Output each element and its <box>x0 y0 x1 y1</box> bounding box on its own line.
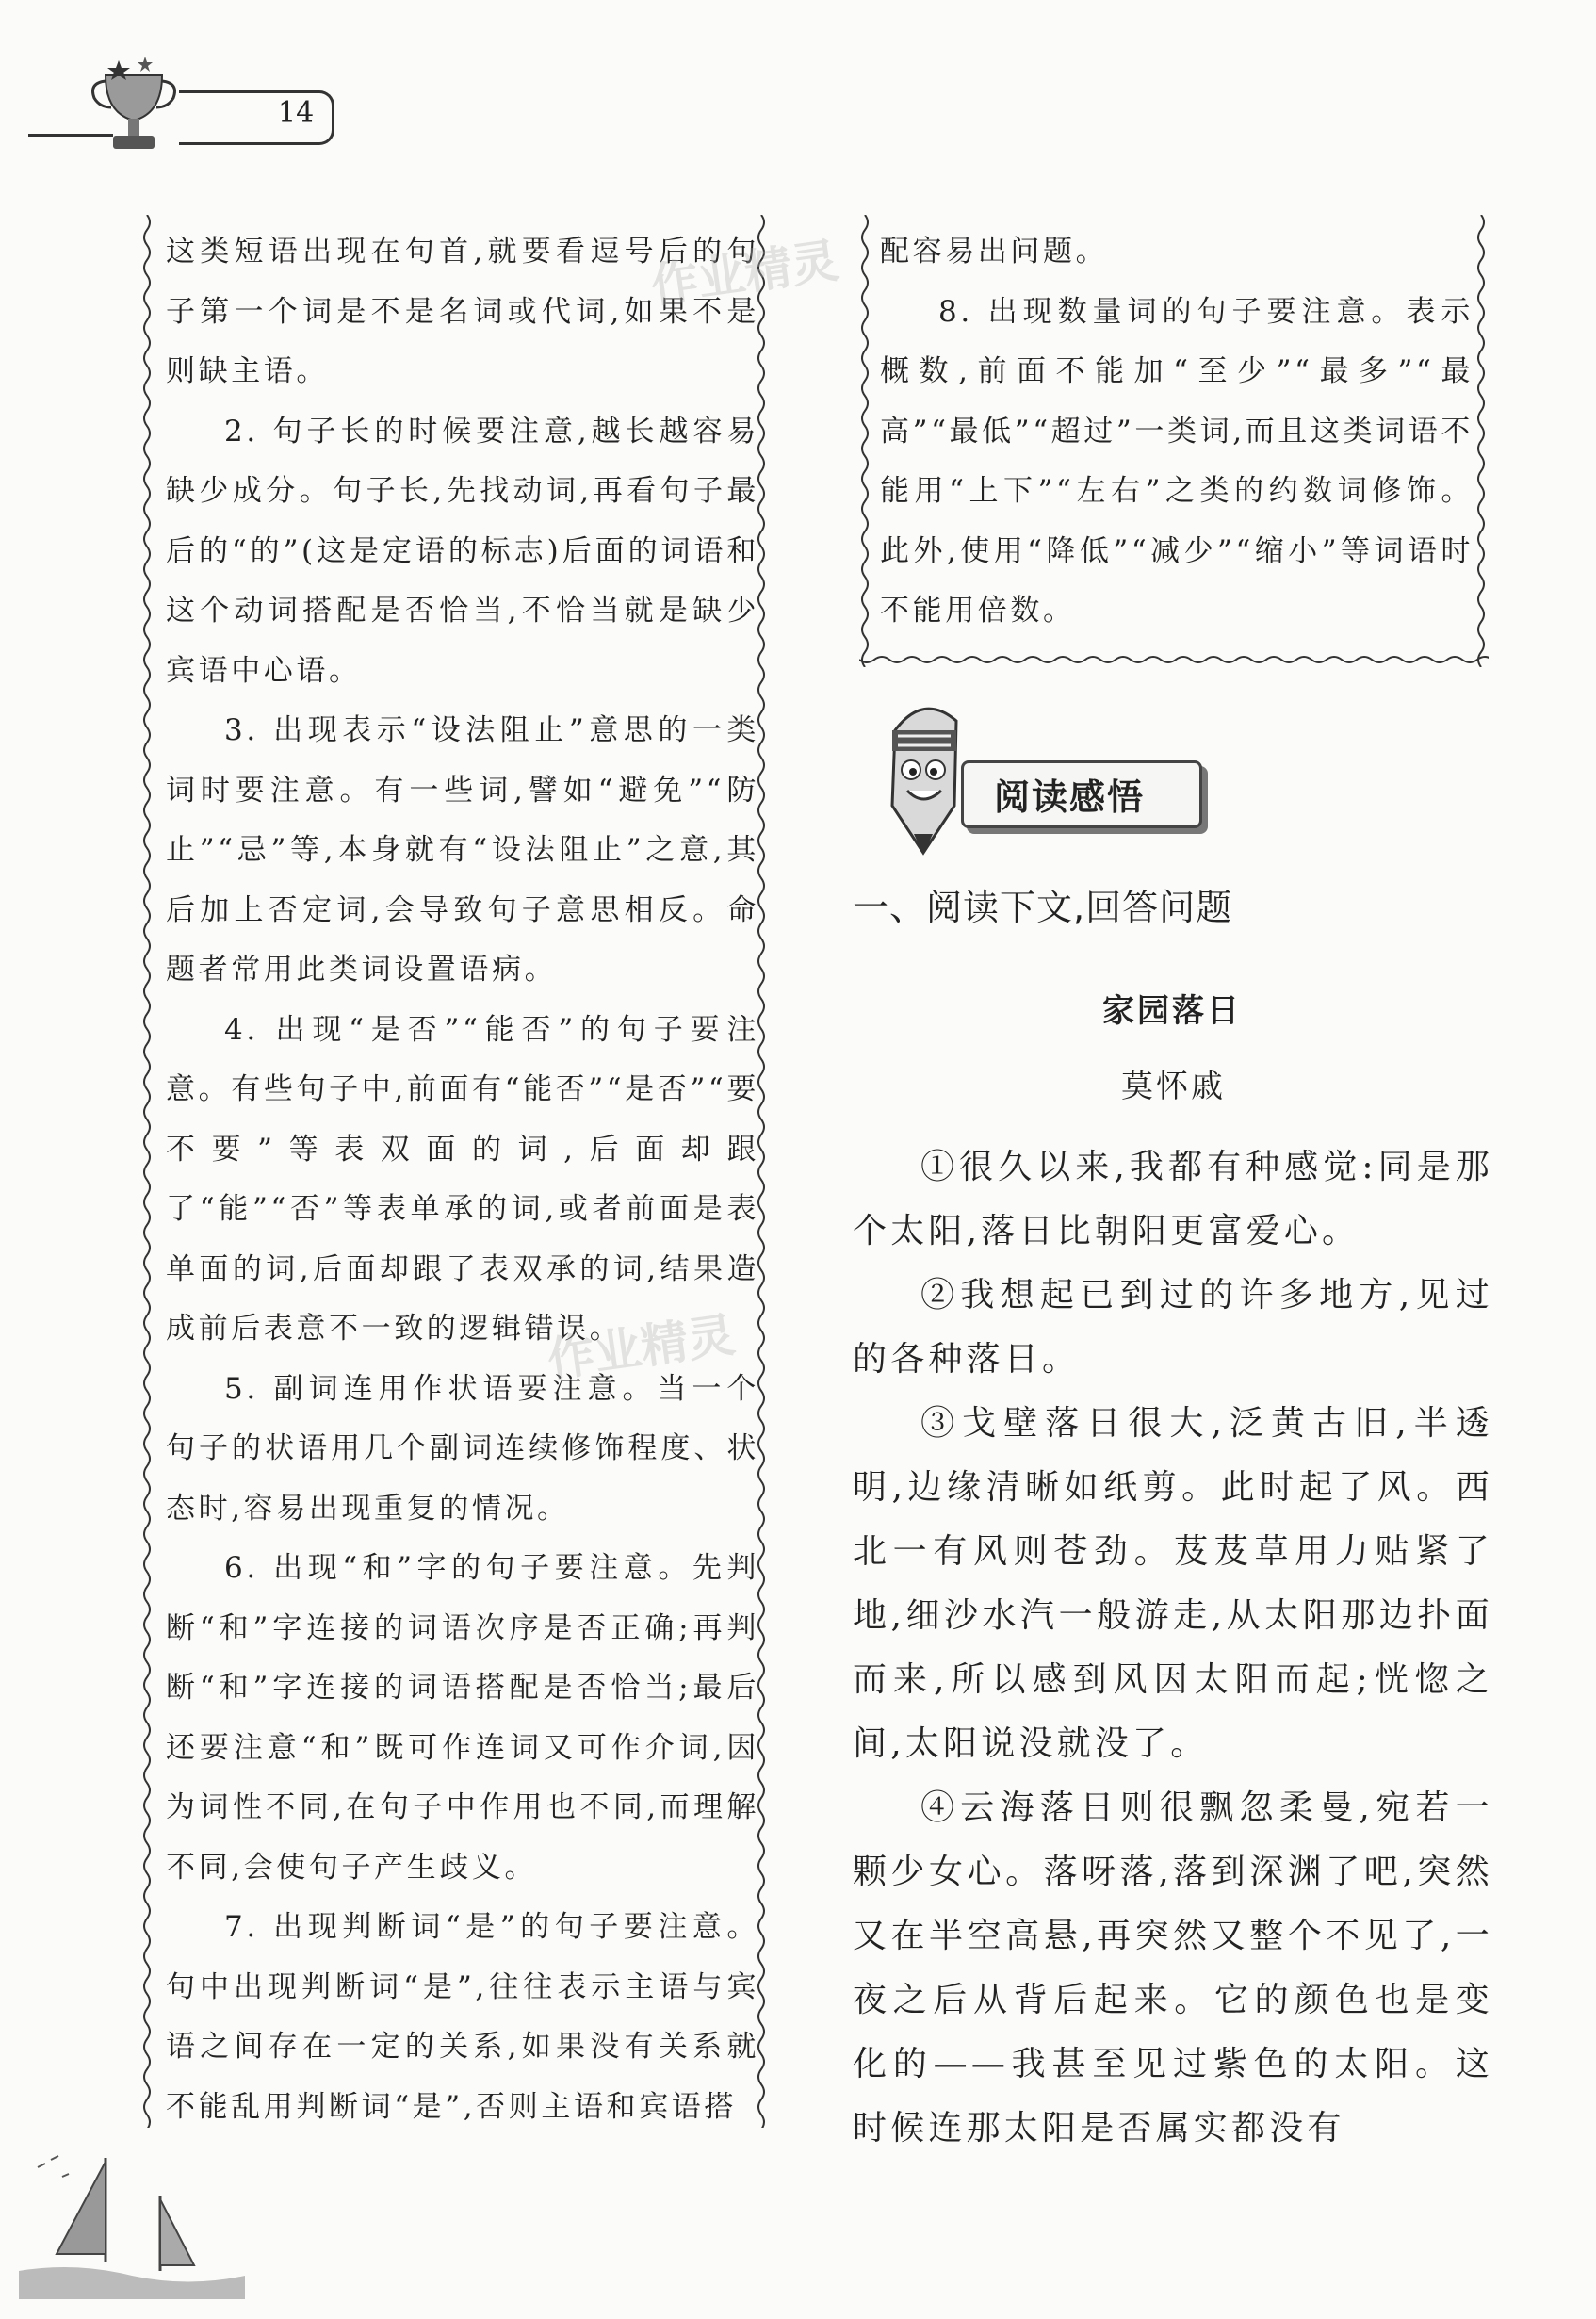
left-wavy-border <box>141 215 153 2128</box>
right-box-wavy-bottom <box>859 654 1489 665</box>
watermark: 作业精灵 <box>647 233 842 314</box>
section-title: 阅读感悟 <box>994 776 1146 818</box>
paragraph: 7. 出现判断词“是”的句子要注意。句中出现判断词“是”,往往表示主语与宾语之间存在一定的关系,如果没有关系就不能乱用判断词“是”,否则主语和宾语搭 <box>166 1910 759 2124</box>
article-paragraph: ④云海落日则很飘忽柔曼,宛若一颗少女心。落呀落,落到深渊了吧,突然又在半空高悬,再突然又整个不见了,一夜之后从背后起来。它的颜色也是变化的——我甚至见过紫色的太阳。这时候连那太阳是否属实都没有 <box>853 1788 1493 2148</box>
paragraph: 8. 出现数量词的句子要注意。表示概数,前面不能加“至少”“最多”“最高”“最低”“超过”一类词,而且这类词语不能用“上下”“左右”之类的约数词修饰。此外,使用“降低”“减少”“缩小”等词语时不能用倍数。 <box>880 294 1474 628</box>
article-paragraph: ①很久以来,我都有种感觉:同是那个太阳,落日比朝阳更富爱心。 <box>853 1148 1493 1250</box>
left-paragraphs <box>166 222 759 2137</box>
right-text-box <box>859 215 1489 667</box>
right-box-wavy-left <box>859 215 871 667</box>
question-title: 一、阅读下文,回答问题 <box>853 887 1233 928</box>
trophy-icon <box>77 57 190 160</box>
article-title: 家园落日 <box>1102 992 1242 1030</box>
paragraph: 6. 出现“和”字的句子要注意。先判断“和”字连接的词语次序是否正确;再判断“和”字连接的词语搭配是否恰当;最后还要注意“和”既可作连词又可作介词,因为词性不同,在句子中作用也不同,而理解不同,会使句子产生歧义。 <box>166 1551 759 1885</box>
pencil-mascot-icon <box>871 693 975 862</box>
paragraph: 3. 出现表示“设法阻止”意思的一类词时要注意。有一些词,譬如“避免”“防止”“忌”等,本身就有“设法阻止”之意,其后加上否定词,会导致句子意思相反。命题者常用此类词设置语病。 <box>166 713 759 987</box>
article-paragraph: ②我想起已到过的许多地方,见过的各种落日。 <box>853 1276 1493 1379</box>
left-text-column <box>141 215 769 2128</box>
article-paragraph: ③戈壁落日很大,泛黄古旧,半透明,边缘清晰如纸剪。此时起了风。西北一有风则苍劲。芨芨草用力贴紧了地,细沙水汽一般游走,从太阳那边扑面而来,所以感到风因太阳而起;恍惚之间,太阳说没就没了。 <box>853 1404 1493 1763</box>
article-author: 莫怀戚 <box>1121 1068 1226 1105</box>
sailboat-icon <box>19 2139 245 2299</box>
paragraph: 2. 句子长的时候要注意,越长越容易缺少成分。句子长,先找动词,再看句子最后的“的”(这是定语的标志)后面的词语和这个动词搭配是否恰当,不恰当就是缺少宾语中心语。 <box>166 414 759 688</box>
right-paragraphs <box>880 222 1474 642</box>
page-header <box>28 57 315 160</box>
paragraph: 配容易出问题。 <box>880 235 1109 269</box>
page-number: 14 <box>278 96 315 129</box>
paragraph: 5. 副词连用作状语要注意。当一个句子的状语用几个副词连续修饰程度、状态时,容易出现重复的情况。 <box>166 1371 759 1526</box>
paragraph: 这类短语出现在句首,就要看逗号后的句子第一个词是不是名词或代词,如果不是则缺主语。 <box>166 235 759 388</box>
watermark: 作业精灵 <box>544 1307 739 1388</box>
article-body <box>853 1135 1493 2161</box>
right-box-wavy-right <box>1475 215 1487 667</box>
paragraph: 4. 出现“是否”“能否”的句子要注意。有些句子中,前面有“能否”“是否”“要不要”等表双面的词,后面却跟了“能”“否”等表单承的词,或者前面是表单面的词,后面却跟了表双承的词,结果造成前后表意不一致的逻辑错误。 <box>166 1012 759 1346</box>
section-banner <box>871 693 1211 862</box>
